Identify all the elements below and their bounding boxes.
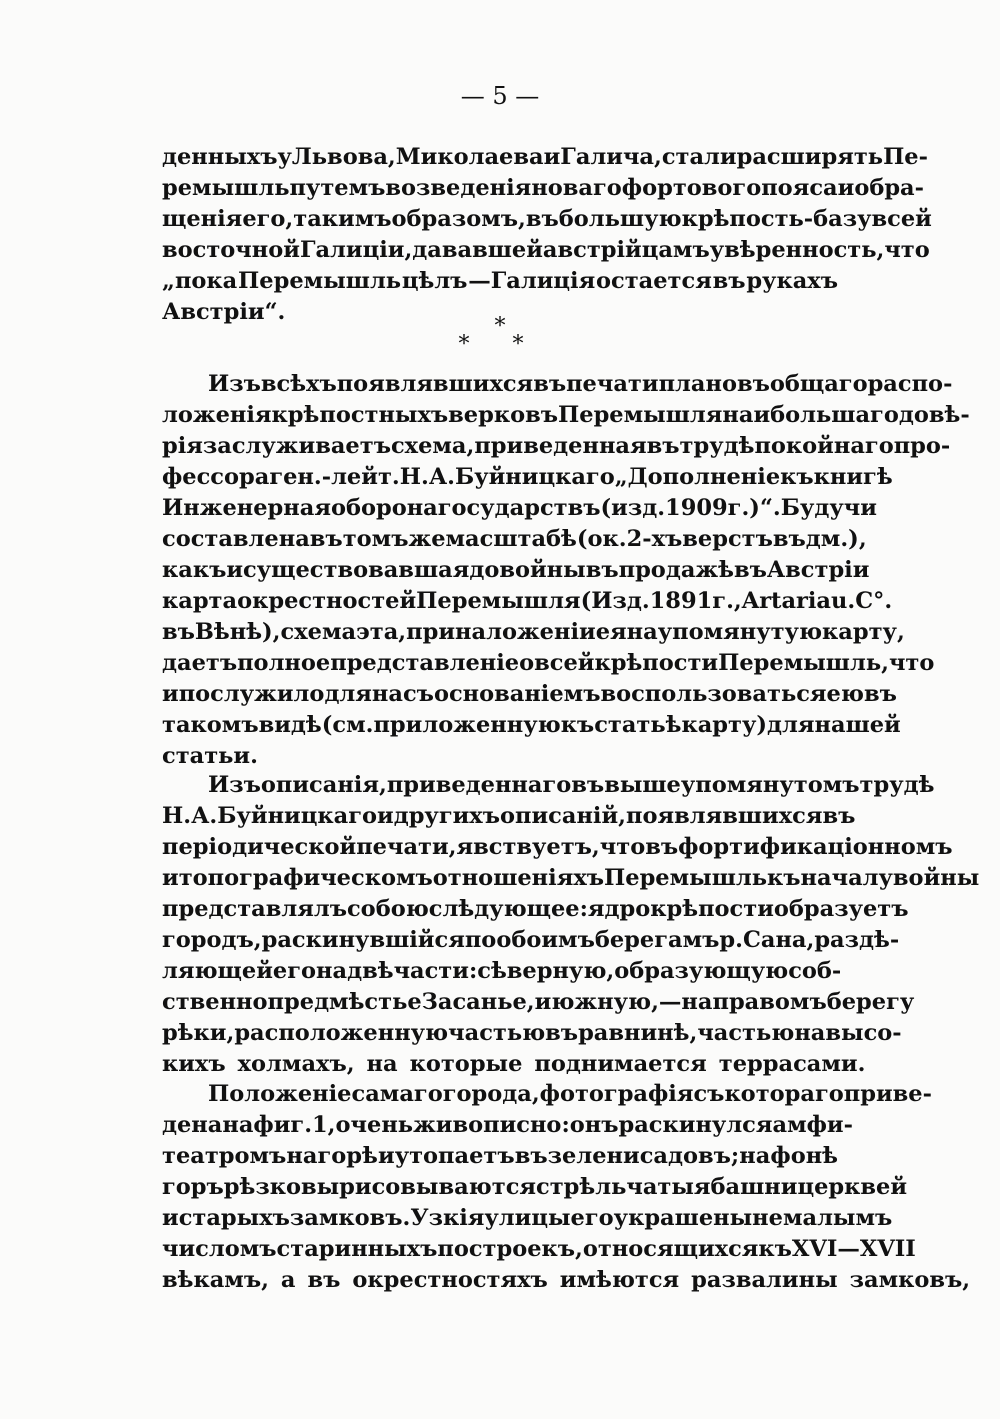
text-line: дена на фиг. 1, очень живописно: онъ раскинулся амфи- [162,1112,853,1138]
text-line: въ Вѣнѣ), схема эта, при наложеніи ея на упомянутую карту, [162,619,905,645]
text-line: такомъ видѣ (см. приложенную къ статьѣ карту) для нашей [162,712,901,738]
text-line: рѣки, расположенную частью въ равнинѣ, частью на высо- [162,1020,902,1046]
paragraph [162,369,970,772]
text-line: ложенія крѣпостныхъ верковъ Перемышля наибольшаго довѣ- [162,402,970,428]
asterism-divider [0,314,1000,357]
text-line: ственно предмѣстье Засанье, и южную,— на правомъ берегу [162,989,915,1015]
text-line: горъ рѣзко вырисовываются стрѣльчатыя башни церквей [162,1174,908,1200]
page-number: — 5 — [460,82,540,110]
text-line: театромъ на горѣ и утопаетъ въ зелени садовъ; на фонѣ [162,1143,838,1169]
text-line: и послужило для насъ основаніемъ воспользоваться ею въ [162,681,897,707]
text-line: карта окрестностей Перемышля (Изд. 1891 г., Artaria u. C°. [162,588,893,614]
text-line: Изъ всѣхъ появлявшихся въ печати плановъ общаго распо- [208,371,953,397]
text-line: и топографическомъ отношеніяхъ Перемышль къ началу войны [162,865,980,891]
text-line: составлена въ томъ же масштабѣ (ок. 2-хъ верстъ въ дм.), [162,526,867,552]
text-line: Изъ описанія, приведеннаго въ вышеупомянутомъ трудѣ [208,772,935,798]
paragraph [162,1079,971,1296]
asterism-bottom: * * [458,332,542,357]
text-line: щенія его, такимъ образомъ, въ большую крѣпость-базу всей [162,206,932,232]
text-line: періодической печати, явствуетъ, что въ фортификаціонномъ [162,834,953,860]
text-line: представлялъ собою слѣдующее: ядро крѣпости образуетъ [162,896,909,922]
text-line: денныхъ у Львова, Миколаева и Галича, стали расширять Пе- [162,144,928,170]
text-line: и старыхъ замковъ. Узкія улицы его украшены немалымъ [162,1205,893,1231]
text-line: ляющей его на двѣ части: сѣверную, образующую соб- [162,958,842,984]
text-line: числомъ старинныхъ построекъ, относящихся къ XVI—XVII [162,1236,916,1262]
text-line: Н. А. Буйницкаго и другихъ описаній, появлявшихся въ [162,803,856,829]
text-line: какъ и существовавшая до войны въ продажѣ въ Австріи [162,557,870,583]
text-line: Инженерная оборона государствъ (изд. 1909 г.)“. Будучи [162,495,877,521]
text-line: рія заслуживаетъ схема, приведенная въ трудѣ покойнаго про- [162,433,951,459]
text-line: „пока Перемышль цѣлъ —Галиція остается въ рукахъ [162,268,838,294]
text-line: фессора ген.-лейт. Н. А. Буйницкаго „Дополненіе къ книгѣ [162,464,893,490]
text-line: ремышль путемъ возведенія новаго фортового пояса и обра- [162,175,924,201]
text-line: восточной Галиціи, дававшей австрійцамъ увѣренность, что [162,237,930,263]
text-line: городъ, раскинувшійся по обоимъ берегамъ р. Сана, раздѣ- [162,927,900,953]
text-line: Положеніе самаго города, фотографія съ котораго приве- [208,1081,932,1107]
text-line: статьи. [162,743,258,769]
paragraph [162,770,980,1080]
text-line: даетъ полное представленіе о всей крѣпости Перемышль, что [162,650,935,676]
paragraph [162,142,932,328]
text-line: Австріи“. [162,299,286,325]
asterism-top: * [494,314,506,339]
text-line: вѣкамъ, а въ окрестностяхъ имѣются развалины замковъ, [162,1267,971,1293]
text-line: кихъ холмахъ, на которые поднимается террасами. [162,1051,866,1077]
